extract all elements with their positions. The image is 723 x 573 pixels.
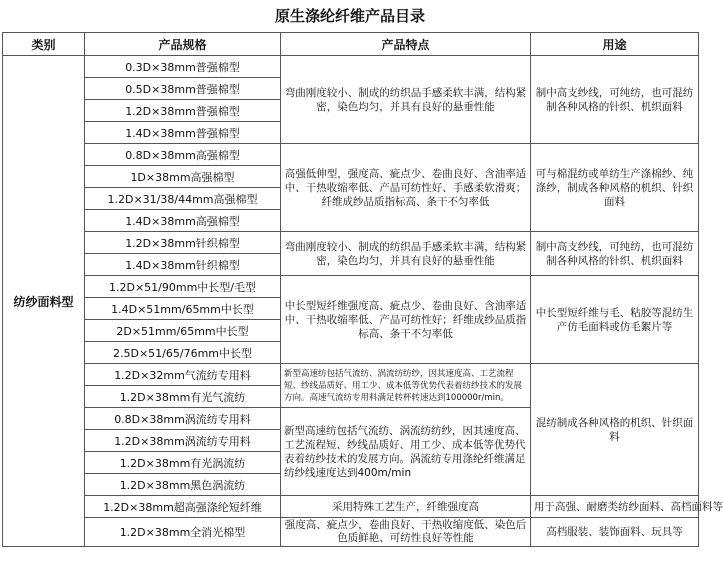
spec-cell: 1.4D×38mm普强棉型 — [85, 122, 281, 144]
page-title: 原生涤纶纤维产品目录 — [274, 7, 425, 25]
usage-cell: 中长型短纤维与毛、粘胶等混纺生产仿毛面料或仿毛絮片等 — [531, 276, 699, 364]
header-usage: 用途 — [531, 33, 699, 56]
table-row — [3, 518, 699, 547]
spec-cell: 1.2D×38mm有光涡流纺 — [85, 452, 281, 474]
features-cell: 采用特殊工艺生产，纤维强度高 — [281, 496, 531, 518]
header-features: 产品特点 — [281, 33, 531, 56]
spec-cell: 1.2D×38mm黑色涡流纺 — [85, 474, 281, 496]
spec-cell: 1.2D×38mm全消光棉型 — [85, 518, 281, 547]
usage-cell: 用于高强、耐磨类纺纱面料、高档面料等 — [531, 496, 699, 518]
spec-cell: 2.5D×51/65/76mm中长型 — [85, 342, 281, 364]
spec-cell: 1.2D×32mm气流纺专用料 — [85, 364, 281, 386]
features-cell: 弯曲刚度较小、制成的纺织品手感柔软丰满，结构紧密，染色均匀，并具有良好的悬垂性能 — [281, 232, 531, 276]
features-cell: 中长型短纤维强度高、疵点少、卷曲良好、含油率适中、干热收缩率低、产品可纺性好；纤维成纱品质指标高、条干不匀率低 — [281, 276, 531, 364]
spec-cell: 1.4D×38mm针织棉型 — [85, 254, 281, 276]
spec-cell: 1D×38mm高强棉型 — [85, 166, 281, 188]
spec-cell: 1.2D×38mm有光气流纺 — [85, 386, 281, 408]
spec-cell: 1.4D×38mm高强棉型 — [85, 210, 281, 232]
header-row — [3, 33, 699, 56]
features-cell: 新型高速纺包括气流纺、涡流纺纺纱，因其速度高、工艺流程短、纱线品质好、用工少、成本低等优势代表着纺纱技术的发展方向。高速气流纺专用料满足转杯转速达到100000r/min。 — [281, 364, 531, 408]
table-row — [3, 364, 699, 386]
spec-cell: 1.2D×38mm超高强涤纶短纤维 — [85, 496, 281, 518]
table-row — [3, 56, 699, 78]
features-cell: 强度高、疵点少，卷曲良好、干热收缩度低、染色后色质鲜艳、可纺性良好等性能 — [281, 518, 531, 547]
spec-cell: 0.8D×38mm涡流纺专用料 — [85, 408, 281, 430]
product-catalog-table — [2, 32, 723, 547]
header-spec: 产品规格 — [85, 33, 281, 56]
spec-cell: 1.2D×38mm涡流纺专用料 — [85, 430, 281, 452]
spec-cell: 1.2D×38mm普强棉型 — [85, 100, 281, 122]
spec-cell: 2D×51mm/65mm中长型 — [85, 320, 281, 342]
usage-cell: 制中高支纱线，可纯纺，也可混纺制各种风格的针织、机织面料 — [531, 56, 699, 144]
features-cell: 新型高速纺包括气流纺、涡流纺纺纱，因其速度高、工艺流程短、纱线品质好、用工少、成本低等优势代表着纺纱技术的发展方向。涡流纺专用涤纶纤维满足纺纱线速度达到400m/min — [281, 408, 531, 496]
spec-cell: 1.4D×51mm/65mm中长型 — [85, 298, 281, 320]
table-row — [3, 276, 699, 298]
spec-cell: 1.2D×31/38/44mm高强棉型 — [85, 188, 281, 210]
features-cell: 弯曲刚度较小、制成的纺织品手感柔软丰满，结构紧密，染色均匀，并具有良好的悬垂性能 — [281, 56, 531, 144]
usage-cell: 混纺制成各种风格的机织、针织面料 — [531, 364, 699, 496]
usage-cell: 制中高支纱线，可纯纺，也可混纺制各种风格的针织、机织面料 — [531, 232, 699, 276]
spec-cell: 0.8D×38mm高强棉型 — [85, 144, 281, 166]
spec-cell: 0.3D×38mm普强棉型 — [85, 56, 281, 78]
header-category: 类别 — [3, 33, 85, 56]
spec-cell: 1.2D×38mm针织棉型 — [85, 232, 281, 254]
table-row — [3, 496, 699, 518]
category-cell: 纺纱面料型 — [3, 56, 85, 547]
usage-cell: 可与棉混纺或单纺生产涤棉纱、纯涤纱，制成各种风格的机织、针织面料 — [531, 144, 699, 232]
table-row — [3, 232, 699, 254]
usage-cell: 高档服装、装饰面料、玩具等 — [531, 518, 699, 547]
spec-cell: 0.5D×38mm普强棉型 — [85, 78, 281, 100]
table-row — [3, 144, 699, 166]
features-cell: 高强低伸型，强度高、疵点少、卷曲良好、含油率适中、干热收缩率低、产品可纺性好、手感柔软滑爽；纤维成纱品质指标高、条干不匀率低 — [281, 144, 531, 232]
spec-cell: 1.2D×51/90mm中长型/毛型 — [85, 276, 281, 298]
